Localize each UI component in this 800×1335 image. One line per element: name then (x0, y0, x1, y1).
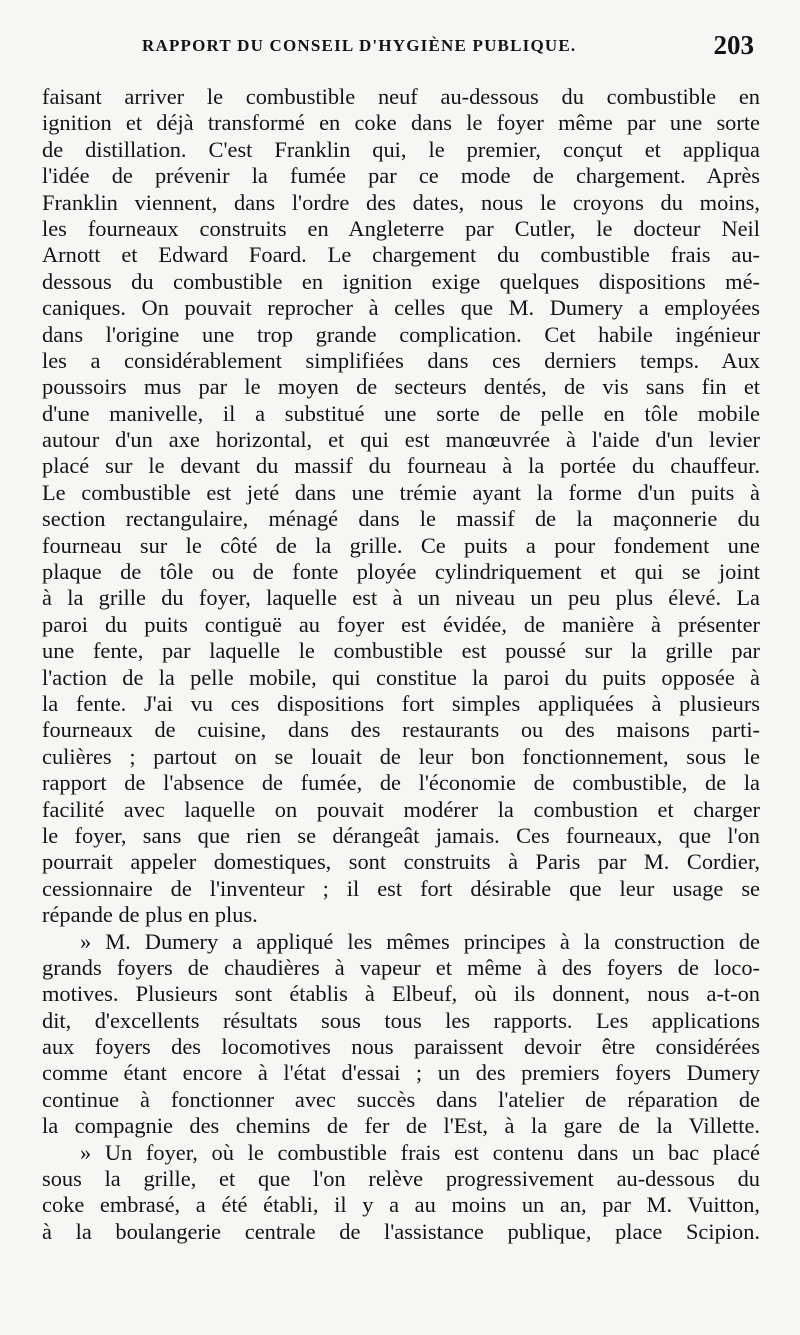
text-line: à la grille du foyer, laquelle est à un niveau un peu plus élevé. La (42, 585, 760, 611)
text-line: coke embrasé, a été établi, il y a au moins un an, par M. Vuitton, (42, 1192, 760, 1218)
text-line: » M. Dumery a appliqué les mêmes principes à la construction de (80, 928, 760, 954)
text-line: dessous du combustible en ignition exige quelques dispositions mé- (42, 268, 760, 294)
text-line: aux foyers des locomotives nous paraissent devoir être considérées (42, 1034, 760, 1060)
text-line: la compagnie des chemins de fer de l'Est, à la gare de la Villette. (42, 1113, 760, 1139)
running-title: RAPPORT DU CONSEIL D'HYGIÈNE PUBLIQUE. (142, 36, 577, 55)
text-line: continue à fonctionner avec succès dans l'atelier de réparation de (42, 1086, 760, 1112)
text-line: pourrait appeler domestiques, sont construits à Paris par M. Cordier, (42, 849, 760, 875)
text-line: de distillation. C'est Franklin qui, le premier, conçut et appliqua (42, 136, 760, 162)
text-line: paroi du puits contiguë au foyer est évidée, de manière à présenter (42, 611, 760, 637)
text-line: autour d'un axe horizontal, et qui est manœuvrée à l'aide d'un levier (42, 427, 760, 453)
text-line: l'action de la pelle mobile, qui constitue la paroi du puits opposée à (42, 664, 760, 690)
text-line: » Un foyer, où le combustible frais est contenu dans un bac placé (80, 1139, 760, 1165)
text-line: grands foyers de chaudières à vapeur et même à des foyers de loco- (42, 954, 760, 980)
text-line: la fente. J'ai vu ces dispositions fort simples appliquées à plusieurs (42, 690, 760, 716)
body-text (42, 84, 760, 1245)
text-line: rapport de l'absence de fumée, de l'économie de combustible, de la (42, 770, 760, 796)
text-line: fourneau sur le côté de la grille. Ce puits a pour fondement une (42, 532, 760, 558)
text-line: poussoirs mus par le moyen de secteurs dentés, de vis sans fin et (42, 374, 760, 400)
text-line: dans l'origine une trop grande complication. Cet habile ingénieur (42, 321, 760, 347)
text-line: une fente, par laquelle le combustible est poussé sur la grille par (42, 638, 760, 664)
text-line: les fourneaux construits en Angleterre par Cutler, le docteur Neil (42, 215, 760, 241)
page-number: 203 (713, 30, 754, 60)
text-line: répande de plus en plus. (42, 902, 258, 928)
text-line: ignition et déjà transformé en coke dans le foyer même par une sorte (42, 110, 760, 136)
text-line: Franklin viennent, dans l'ordre des dates, nous le croyons du moins, (42, 189, 760, 215)
text-line: comme étant encore à l'état d'essai ; un des premiers foyers Dumery (42, 1060, 760, 1086)
text-line: les a considérablement simplifiées dans ces derniers temps. Aux (42, 347, 760, 373)
text-line: dit, d'excellents résultats sous tous les rapports. Les applications (42, 1007, 760, 1033)
text-line: Arnott et Edward Foard. Le chargement du combustible frais au- (42, 242, 760, 268)
text-line: placé sur le devant du massif du fourneau à la portée du chauffeur. (42, 453, 760, 479)
text-line: à la boulangerie centrale de l'assistance publique, place Scipion. (42, 1218, 760, 1244)
text-line: l'idée de prévenir la fumée par ce mode de chargement. Après (42, 163, 760, 189)
text-line: culières ; partout on se louait de leur bon fonctionnement, sous le (42, 743, 760, 769)
text-line: sous la grille, et que l'on relève progressivement au-dessous du (42, 1166, 760, 1192)
text-line: cessionnaire de l'inventeur ; il est fort désirable que leur usage se (42, 875, 760, 901)
text-line: le foyer, sans que rien se dérangeât jamais. Ces fourneaux, que l'on (42, 822, 760, 848)
text-line: caniques. On pouvait reprocher à celles que M. Dumery a employées (42, 295, 760, 321)
running-head (42, 30, 760, 68)
text-line: fourneaux de cuisine, dans des restaurants ou des maisons parti- (42, 717, 760, 743)
text-line: Le combustible est jeté dans une trémie ayant la forme d'un puits à (42, 479, 760, 505)
text-line: faisant arriver le combustible neuf au-dessous du combustible en (42, 84, 760, 109)
text-line: facilité avec laquelle on pouvait modérer la combustion et charger (42, 796, 760, 822)
text-line: d'une manivelle, il a substitué une sorte de pelle en tôle mobile (42, 400, 760, 426)
text-line: motives. Plusieurs sont établis à Elbeuf, où ils donnent, nous a-t-on (42, 981, 760, 1007)
text-line: plaque de tôle ou de fonte ployée cylindriquement et qui se joint (42, 559, 760, 585)
text-line: section rectangulaire, ménagé dans le massif de la maçonnerie du (42, 506, 760, 532)
